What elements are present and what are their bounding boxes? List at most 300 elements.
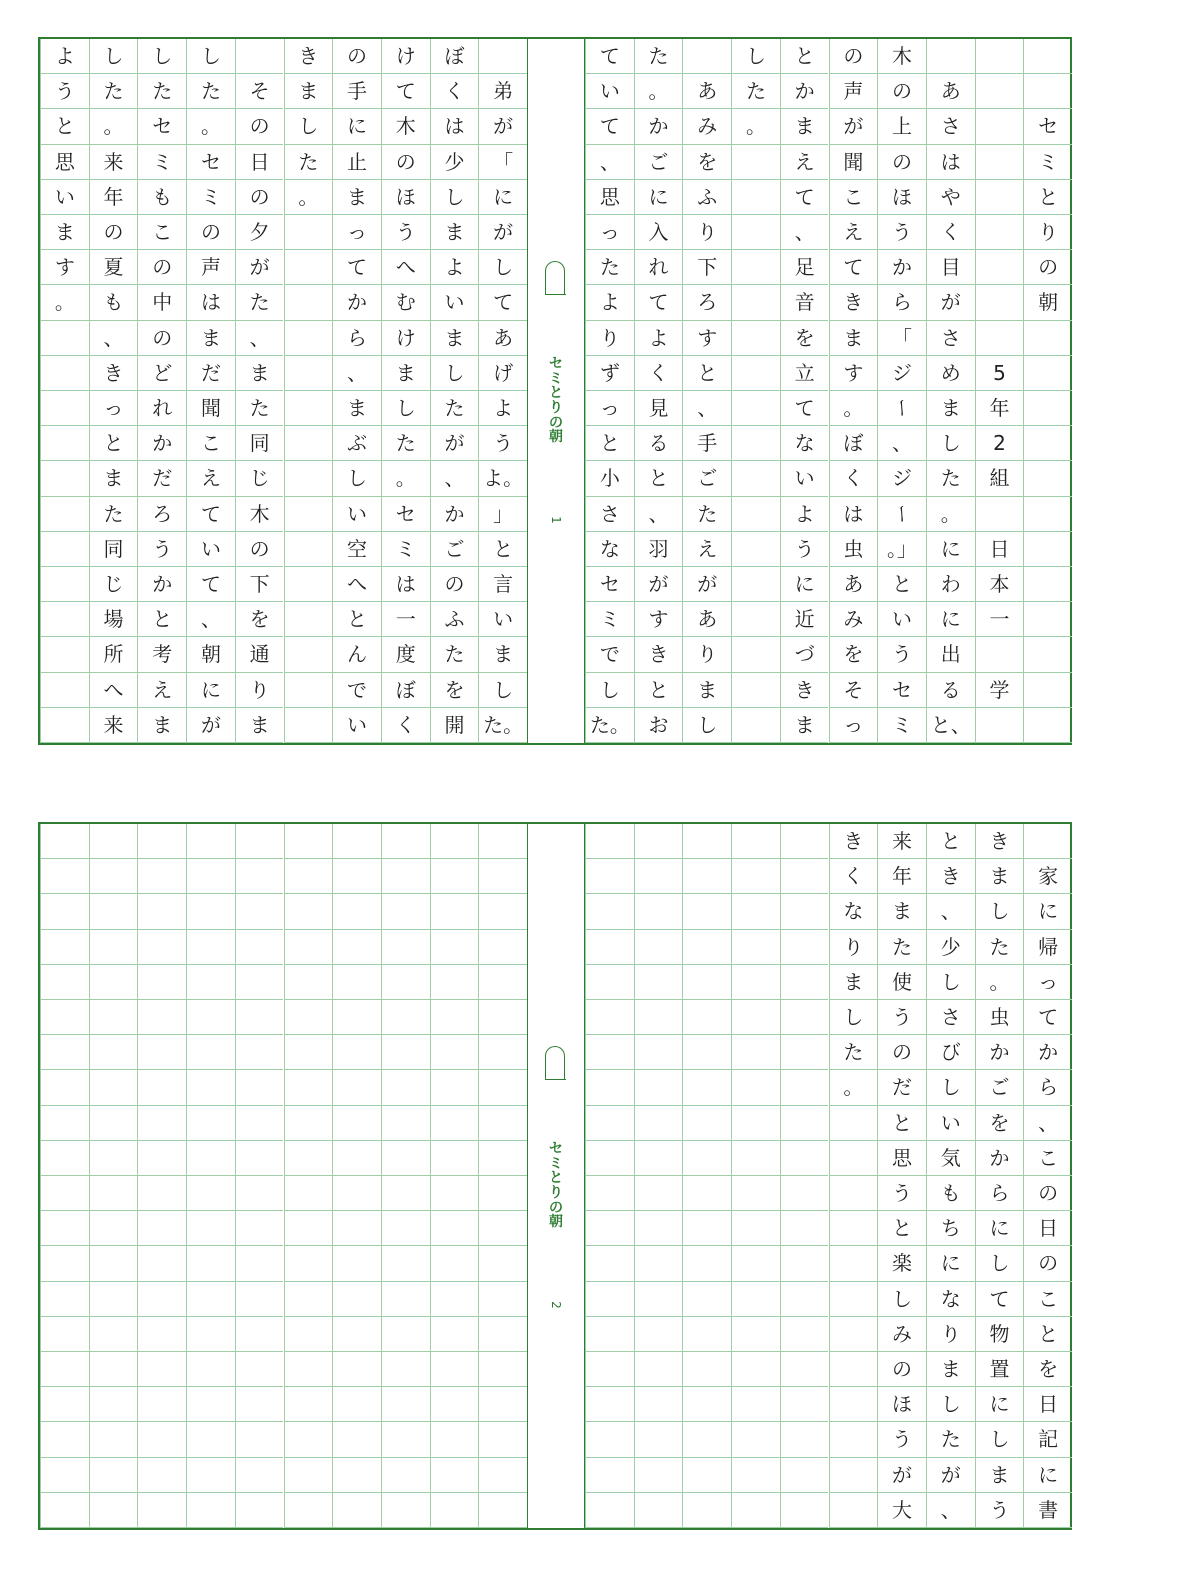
grid-cell: 木: [878, 39, 926, 74]
grid-cell: に: [927, 602, 975, 637]
grid-cell: [41, 1422, 89, 1457]
grid-cell: [285, 1070, 333, 1105]
grid-cell: た: [138, 74, 186, 109]
grid-cell: に: [927, 532, 975, 567]
grid-cell: [285, 1211, 333, 1246]
grid-cell: [138, 1387, 186, 1422]
grid-cell: [187, 1317, 235, 1352]
grid-cell: [41, 1317, 89, 1352]
grid-column: [478, 824, 527, 1528]
grid-cell: な: [586, 532, 634, 567]
grid-cell: の: [431, 567, 479, 602]
grid-cell: と: [781, 39, 829, 74]
grid-cell: [635, 1528, 683, 1563]
grid-cell: ま: [781, 708, 829, 743]
grid-cell: [431, 1211, 479, 1246]
grid-cell: を: [781, 321, 829, 356]
grid-cell: [976, 39, 1024, 74]
grid-cell: う: [878, 1422, 926, 1457]
grid-cell: 楽: [878, 1246, 926, 1281]
grid-cell: [90, 1387, 138, 1422]
binding-mark-icon: [545, 1046, 565, 1080]
grid-cell: う: [878, 637, 926, 672]
grid-cell: [138, 859, 186, 894]
grid-cell: た: [90, 74, 138, 109]
grid-cell: [285, 1387, 333, 1422]
grid-cell: 、: [187, 602, 235, 637]
grid-column: [381, 39, 430, 743]
grid-cell: え: [830, 215, 878, 250]
grid-cell: さ: [927, 109, 975, 144]
grid-cell: [431, 824, 479, 859]
grid-cell: 夕: [236, 215, 284, 250]
grid-cell: [333, 1422, 381, 1457]
grid-cell: え: [683, 532, 731, 567]
grid-cell: 年: [90, 180, 138, 215]
grid-column: [975, 39, 1024, 743]
grid-cell: [41, 708, 89, 743]
grid-cell: [41, 426, 89, 461]
grid-cell: が: [927, 285, 975, 320]
grid-cell: [683, 1246, 731, 1281]
grid-cell: い: [333, 497, 381, 532]
grid-cell: [382, 965, 430, 1000]
grid-cell: [90, 1035, 138, 1070]
grid-cell: [1024, 426, 1072, 461]
grid-cell: [285, 250, 333, 285]
grid-cell: [878, 1528, 926, 1563]
grid-cell: と: [683, 356, 731, 391]
grid-column: [877, 824, 926, 1528]
grid-cell: 止: [333, 145, 381, 180]
grid-cell: じ: [90, 567, 138, 602]
grid-cell: た: [878, 930, 926, 965]
grid-cell: た: [236, 391, 284, 426]
grid-cell: [431, 743, 479, 778]
grid-cell: 見: [635, 391, 683, 426]
grid-cell: [586, 1141, 634, 1176]
grid-cell: [976, 497, 1024, 532]
grid-cell: 下: [236, 567, 284, 602]
grid-cell: と: [635, 461, 683, 496]
grid-cell: う: [41, 74, 89, 109]
grid-cell: う: [976, 1493, 1024, 1528]
grid-cell: [41, 1387, 89, 1422]
grid-cell: [382, 1000, 430, 1035]
grid-cell: 、: [927, 1493, 975, 1528]
grid-cell: [41, 1211, 89, 1246]
grid-cell: [187, 1035, 235, 1070]
grid-cell: [635, 965, 683, 1000]
grid-cell: [1024, 461, 1072, 496]
grid-cell: の: [236, 532, 284, 567]
grid-cell: [927, 743, 975, 778]
grid-cell: と: [635, 673, 683, 708]
grid-cell: [138, 1070, 186, 1105]
grid-cell: [41, 1282, 89, 1317]
grid-cell: [431, 1528, 479, 1563]
grid-cell: 羽: [635, 532, 683, 567]
grid-cell: [683, 1070, 731, 1105]
grid-cell: [41, 356, 89, 391]
grid-cell: の: [830, 39, 878, 74]
grid-cell: か: [138, 426, 186, 461]
grid-cell: [285, 1246, 333, 1281]
grid-cell: ご: [635, 145, 683, 180]
gutter-title: セ ミ と り の 朝: [549, 356, 563, 446]
grid-cell: へ: [382, 250, 430, 285]
grid-cell: [781, 1106, 829, 1141]
grid-column: [186, 39, 235, 743]
grid-cell: の: [1024, 1246, 1072, 1281]
grid-cell: [586, 894, 634, 929]
grid-cell: [333, 965, 381, 1000]
grid-cell: ま: [479, 637, 527, 672]
grid-cell: い: [586, 74, 634, 109]
grid-cell: ず: [586, 356, 634, 391]
grid-cell: [732, 1070, 780, 1105]
grid-cell: [732, 1176, 780, 1211]
grid-cell: り: [1024, 215, 1072, 250]
grid-cell: [1024, 673, 1072, 708]
grid-cell: [431, 1282, 479, 1317]
grid-cell: こ: [1024, 1141, 1072, 1176]
grid-cell: ご: [431, 532, 479, 567]
left-half: [40, 824, 527, 1528]
grid-cell: [90, 1211, 138, 1246]
grid-cell: [285, 1176, 333, 1211]
grid-cell: し: [927, 1070, 975, 1105]
grid-cell: [236, 1176, 284, 1211]
grid-cell: [285, 930, 333, 965]
grid-cell: 近: [781, 602, 829, 637]
grid-cell: [781, 1387, 829, 1422]
grid-cell: [285, 708, 333, 743]
grid-cell: あ: [479, 321, 527, 356]
grid-cell: [586, 1317, 634, 1352]
grid-cell: す: [635, 602, 683, 637]
grid-cell: [732, 145, 780, 180]
grid-cell: く: [635, 356, 683, 391]
grid-cell: じ: [236, 461, 284, 496]
grid-cell: 通: [236, 637, 284, 672]
grid-cell: 立: [781, 356, 829, 391]
grid-cell: [683, 930, 731, 965]
grid-cell: [236, 1458, 284, 1493]
grid-cell: た: [285, 145, 333, 180]
grid-column: [682, 824, 731, 1528]
grid-cell: み: [683, 109, 731, 144]
grid-cell: ち: [927, 1211, 975, 1246]
grid-cell: ら: [878, 285, 926, 320]
grid-cell: [830, 1176, 878, 1211]
grid-cell: [976, 321, 1024, 356]
grid-cell: 木: [382, 109, 430, 144]
grid-cell: に: [1024, 1458, 1072, 1493]
grid-cell: [285, 1035, 333, 1070]
grid-cell: [285, 743, 333, 778]
grid-cell: [1024, 74, 1072, 109]
grid-cell: [187, 1211, 235, 1246]
grid-cell: し: [732, 39, 780, 74]
grid-cell: こ: [830, 180, 878, 215]
grid-cell: [732, 1458, 780, 1493]
grid-cell: た: [187, 74, 235, 109]
grid-cell: 空: [333, 532, 381, 567]
grid-cell: [479, 824, 527, 859]
grid-cell: の: [187, 215, 235, 250]
grid-cell: [333, 1387, 381, 1422]
grid-cell: [732, 965, 780, 1000]
grid-cell: よ: [431, 250, 479, 285]
grid-cell: [683, 743, 731, 778]
grid-cell: [586, 1070, 634, 1105]
grid-cell: [927, 1528, 975, 1563]
grid-cell: さ: [927, 1000, 975, 1035]
grid-cell: 声: [187, 250, 235, 285]
grid-cell: [382, 1035, 430, 1070]
grid-cell: [285, 894, 333, 929]
grid-cell: り: [683, 215, 731, 250]
grid-cell: [333, 1317, 381, 1352]
grid-cell: [830, 743, 878, 778]
grid-cell: を: [236, 602, 284, 637]
grid-cell: [976, 109, 1024, 144]
grid-cell: [732, 497, 780, 532]
grid-cell: [586, 1035, 634, 1070]
grid-cell: 。: [635, 74, 683, 109]
grid-cell: [90, 1106, 138, 1141]
grid-cell: が: [683, 567, 731, 602]
grid-cell: 家: [1024, 859, 1072, 894]
grid-cell: [187, 1000, 235, 1035]
grid-cell: [1024, 321, 1072, 356]
grid-cell: [781, 1246, 829, 1281]
grid-cell: た。: [479, 708, 527, 743]
grid-cell: し: [138, 39, 186, 74]
grid-cell: よ。: [479, 461, 527, 496]
grid-cell: 使: [878, 965, 926, 1000]
grid-cell: [732, 391, 780, 426]
grid-cell: ミ: [187, 180, 235, 215]
grid-cell: っ: [1024, 965, 1072, 1000]
grid-cell: も: [90, 285, 138, 320]
grid-cell: と: [138, 602, 186, 637]
grid-cell: [479, 1422, 527, 1457]
grid-cell: [732, 356, 780, 391]
grid-cell: [41, 930, 89, 965]
grid-cell: て: [333, 250, 381, 285]
grid-cell: が: [927, 1458, 975, 1493]
grid-cell: [41, 673, 89, 708]
grid-cell: [781, 1493, 829, 1528]
manuscript-sheet-1: [38, 37, 1072, 745]
grid-cell: [138, 965, 186, 1000]
grid-cell: し: [927, 965, 975, 1000]
grid-cell: に: [976, 1387, 1024, 1422]
grid-cell: [976, 180, 1024, 215]
grid-cell: 年: [976, 391, 1024, 426]
grid-cell: [431, 1141, 479, 1176]
grid-cell: [187, 1246, 235, 1281]
grid-cell: [781, 743, 829, 778]
grid-cell: ま: [976, 859, 1024, 894]
grid-cell: [90, 1176, 138, 1211]
grid-cell: [732, 743, 780, 778]
grid-cell: か: [976, 1141, 1024, 1176]
grid-cell: と: [878, 1211, 926, 1246]
grid-cell: [431, 1422, 479, 1457]
grid-cell: る: [927, 673, 975, 708]
grid-cell: [333, 824, 381, 859]
grid-cell: っ: [90, 391, 138, 426]
grid-cell: [187, 859, 235, 894]
grid-cell: [382, 1317, 430, 1352]
grid-cell: [187, 1352, 235, 1387]
grid-cell: [236, 1070, 284, 1105]
grid-cell: し: [479, 673, 527, 708]
grid-cell: こ: [1024, 1282, 1072, 1317]
grid-cell: [732, 1317, 780, 1352]
grid-cell: 。: [927, 497, 975, 532]
grid-cell: [830, 1493, 878, 1528]
grid-cell: 。」: [878, 532, 926, 567]
grid-cell: [90, 1282, 138, 1317]
grid-cell: と: [1024, 1317, 1072, 1352]
grid-cell: 組: [976, 461, 1024, 496]
grid-cell: [781, 1211, 829, 1246]
grid-cell: [635, 743, 683, 778]
grid-cell: ま: [138, 708, 186, 743]
grid-cell: 。: [830, 391, 878, 426]
grid-cell: の: [138, 321, 186, 356]
grid-cell: [586, 824, 634, 859]
grid-cell: [187, 1422, 235, 1457]
grid-cell: た: [431, 637, 479, 672]
grid-cell: [41, 1458, 89, 1493]
grid-cell: は: [382, 567, 430, 602]
grid-cell: ぼ: [382, 673, 430, 708]
grid-cell: そ: [830, 673, 878, 708]
grid-cell: セ: [382, 497, 430, 532]
grid-cell: ま: [431, 321, 479, 356]
grid-cell: [732, 602, 780, 637]
grid-cell: [683, 859, 731, 894]
grid-column: [585, 824, 634, 1528]
grid-cell: [236, 1422, 284, 1457]
grid-cell: [90, 1317, 138, 1352]
grid-column: [381, 824, 430, 1528]
grid-cell: 弟: [479, 74, 527, 109]
grid-cell: [683, 1387, 731, 1422]
grid-cell: [732, 1246, 780, 1281]
grid-cell: し: [479, 250, 527, 285]
grid-cell: れ: [138, 391, 186, 426]
grid-cell: [781, 824, 829, 859]
grid-cell: か: [635, 109, 683, 144]
grid-cell: [976, 637, 1024, 672]
grid-cell: [285, 1352, 333, 1387]
grid-cell: [90, 1141, 138, 1176]
grid-cell: し: [976, 1246, 1024, 1281]
grid-cell: あ: [927, 74, 975, 109]
grid-cell: [236, 1528, 284, 1563]
grid-cell: 朝: [1024, 285, 1072, 320]
grid-cell: [382, 1282, 430, 1317]
grid-cell: て: [1024, 1000, 1072, 1035]
grid-cell: ま: [830, 321, 878, 356]
grid-cell: [41, 321, 89, 356]
grid-cell: ぼ: [431, 39, 479, 74]
grid-cell: [781, 1176, 829, 1211]
grid-cell: [479, 1246, 527, 1281]
grid-cell: [830, 1387, 878, 1422]
grid-column: [235, 824, 284, 1528]
grid-cell: て: [586, 109, 634, 144]
grid-cell: 学: [976, 673, 1024, 708]
grid-cell: 。: [90, 109, 138, 144]
grid-cell: [187, 824, 235, 859]
grid-cell: う: [479, 426, 527, 461]
grid-column: [829, 39, 878, 743]
grid-cell: [41, 965, 89, 1000]
grid-cell: [285, 215, 333, 250]
grid-cell: [830, 1422, 878, 1457]
grid-cell: に: [333, 109, 381, 144]
grid-cell: よ: [586, 285, 634, 320]
grid-cell: [586, 1458, 634, 1493]
grid-cell: て: [976, 1282, 1024, 1317]
grid-cell: [830, 1211, 878, 1246]
grid-cell: よ: [41, 39, 89, 74]
grid-cell: [285, 1106, 333, 1141]
grid-cell: [732, 285, 780, 320]
grid-cell: 「: [878, 321, 926, 356]
grid-cell: [781, 1458, 829, 1493]
grid-cell: [830, 1246, 878, 1281]
grid-cell: [732, 321, 780, 356]
grid-cell: [187, 1387, 235, 1422]
grid-cell: [830, 1458, 878, 1493]
grid-cell: [236, 930, 284, 965]
grid-cell: [285, 965, 333, 1000]
grid-column: [89, 39, 138, 743]
grid-cell: し: [333, 461, 381, 496]
grid-cell: [285, 1317, 333, 1352]
grid-cell: が: [878, 1458, 926, 1493]
grid-column: [634, 39, 683, 743]
grid-cell: い: [927, 1106, 975, 1141]
grid-column: [829, 824, 878, 1528]
grid-cell: [236, 743, 284, 778]
grid-cell: [41, 1035, 89, 1070]
grid-cell: [635, 1282, 683, 1317]
grid-cell: [781, 965, 829, 1000]
grid-cell: [732, 894, 780, 929]
grid-cell: [732, 930, 780, 965]
grid-cell: [138, 930, 186, 965]
grid-cell: て: [781, 391, 829, 426]
grid-cell: [830, 1528, 878, 1563]
grid-cell: [236, 1352, 284, 1387]
grid-cell: [431, 1317, 479, 1352]
grid-cell: に: [479, 180, 527, 215]
grid-cell: [41, 461, 89, 496]
grid-cell: [138, 1211, 186, 1246]
grid-cell: た: [382, 426, 430, 461]
grid-cell: [781, 1422, 829, 1457]
grid-cell: そ: [236, 74, 284, 109]
